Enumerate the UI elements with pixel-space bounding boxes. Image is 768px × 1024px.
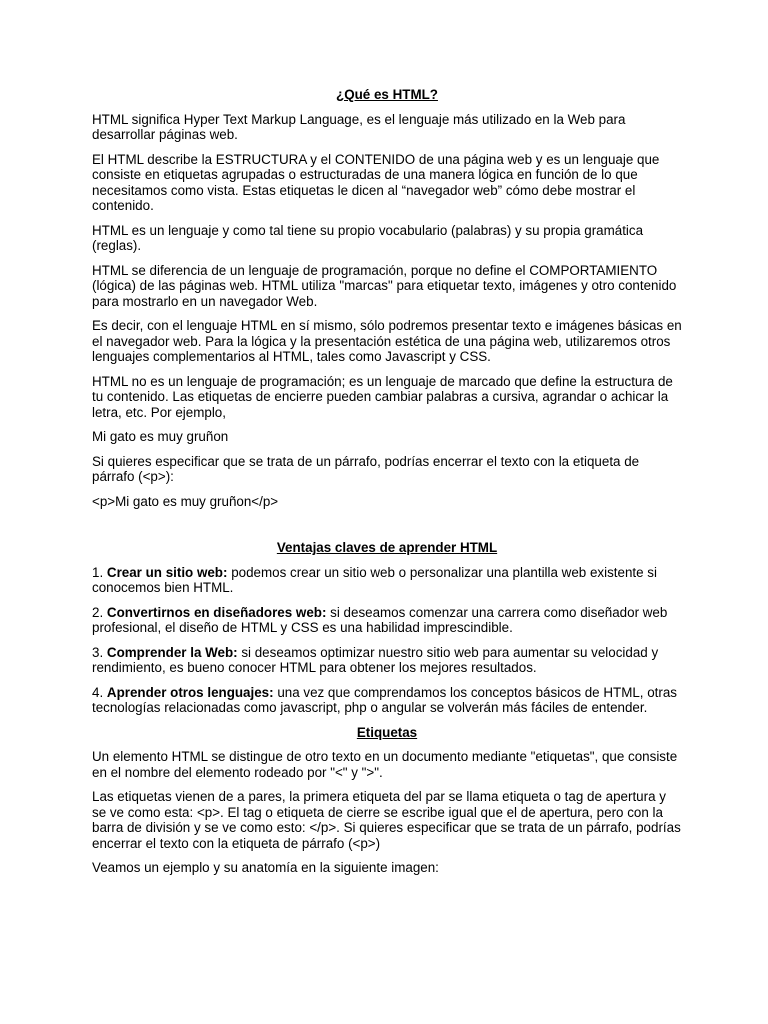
advantage-number: 3.: [92, 644, 104, 660]
advantage-term: Comprender la Web:: [106, 644, 238, 660]
paragraph-element: Un elemento HTML se distingue de otro texto en un documento mediante "etiquetas", que consiste en el nombre del elemento rodeado por "<" y ">".: [92, 749, 678, 780]
advantage-item: [92, 645, 682, 676]
paragraph-anatomy: Veamos un ejemplo y su anatomía en la siguiente imagen:: [92, 860, 439, 875]
paragraph-markup: HTML no es un lenguaje de programación; es un lenguaje de marcado que define la estructura de tu contenido. Las etiquetas de encierre pueden cambiar palabras a cursiva, agrandar o achicar la letra, etc. Por ejemplo,: [92, 373, 673, 420]
advantage-term: Aprender otros lenguajes:: [106, 684, 274, 700]
paragraph-pairs: Las etiquetas vienen de a pares, la primera etiqueta del par se llama etiqueta o tag de apertura y se ve como esta: <p>. El tag o etiqueta de cierre se escribe igual que el de apertura, pero con la barra de división y se ve como esto: </p>. Si quieres especificar que se trata de un párrafo, podrías encerrar el texto con la etiqueta de párrafo (<p>): [92, 789, 681, 851]
advantage-text: una vez que comprendamos los conceptos básicos de HTML, otras tecnologías relacionadas como javascript, php o angular se volverán más fáciles de entender.: [92, 684, 678, 715]
paragraph-example: Mi gato es muy gruñon: [92, 429, 229, 444]
paragraph-complementary: Es decir, con el lenguaje HTML en sí mismo, sólo podremos presentar texto e imágenes básicas en el navegador web. Para la lógica y la presentación estética de una página web, utilizaremos otros lenguajes complementarios al HTML, tales como Javascript y CSS.: [92, 318, 682, 364]
advantage-term: Crear un sitio web:: [106, 564, 228, 580]
advantage-text: podemos crear un sitio web o personalizar una plantilla web existente si conocemos bien HTML.: [92, 564, 657, 595]
advantage-item: [92, 565, 682, 596]
paragraph-specify: Si quieres especificar que se trata de un párrafo, podrías encerrar el texto con la etiqueta de párrafo (<p>):: [92, 453, 640, 484]
advantage-item: [92, 685, 682, 716]
advantage-term: Convertirnos en diseñadores web:: [106, 604, 327, 620]
tags-heading: Etiquetas: [356, 724, 418, 740]
paragraph-code-example: <p>Mi gato es muy gruñon</p>: [92, 493, 279, 509]
paragraph-structure: El HTML describe la ESTRUCTURA y el CONTENIDO de una página web y es un lenguaje que consiste en etiquetas agrupadas o estructuradas de una manera lógica en función de lo que necesitamos como vista. Estas etiquetas le dicen al “navegador web” cómo debe mostrar el contenido.: [92, 151, 660, 213]
advantage-number: 4.: [92, 684, 104, 700]
paragraph-definition: HTML significa Hyper Text Markup Language, es el lenguaje más utilizado en la Web para desarrollar páginas web.: [92, 111, 626, 142]
page-title: ¿Qué es HTML?: [336, 87, 438, 102]
advantage-number: 2.: [92, 604, 104, 620]
advantage-text: si deseamos comenzar una carrera como diseñador web profesional, el diseño de HTML y CSS es una habilidad imprescindible.: [92, 604, 668, 635]
advantage-item: [92, 605, 682, 636]
advantage-text: si deseamos optimizar nuestro sitio web para aumentar su velocidad y rendimiento, es bueno conocer HTML para obtener los mejores resultados.: [92, 644, 659, 675]
advantage-number: 1.: [92, 564, 104, 580]
paragraph-vocabulary: HTML es un lenguaje y como tal tiene su propio vocabulario (palabras) y su propia gramática (reglas).: [92, 222, 644, 253]
paragraph-difference: HTML se diferencia de un lenguaje de programación, porque no define el COMPORTAMIENTO (lógica) de las páginas web. HTML utiliza "marcas" para etiquetar texto, imágenes y otro contenido para mostrarlo en un navegador Web.: [92, 262, 677, 309]
advantages-heading: Ventajas claves de aprender HTML: [276, 540, 498, 555]
